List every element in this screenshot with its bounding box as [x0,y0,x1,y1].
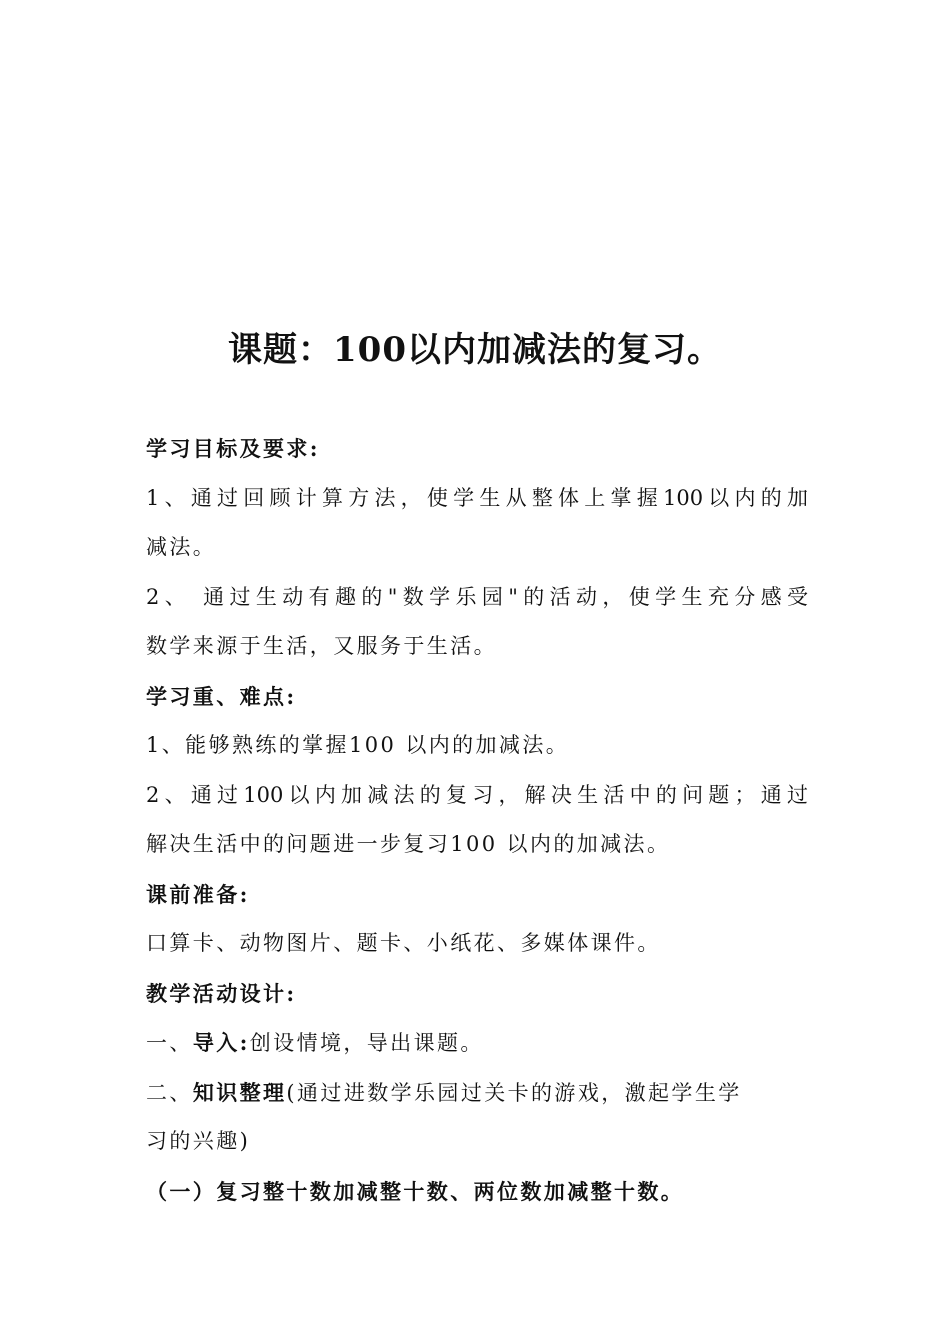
step-2-prefix: 二、 [146,1080,193,1105]
goal-1-line-2: 减法。 [146,535,217,559]
step-1 [146,1018,808,1068]
step-2-text-line-1: (通过进数学乐园过关卡的游戏，激起学生学 [286,1080,742,1105]
step-1-label: 导入: [192,1030,250,1055]
preparation-heading: 课前准备: [146,881,250,907]
step-2-line-2: 习的兴趣) [146,1129,251,1153]
step-2-line-1 [146,1068,808,1118]
document-body [146,424,808,1216]
goal-2-line-1: 2、 通过生动有趣的"数学乐园"的活动，使学生充分感受 [146,584,808,609]
step-1-text: 创设情境，导出课题。 [249,1031,484,1055]
key-point-2-line-2: 解决生活中的问题进一步复习100 以内的加减法。 [146,832,671,856]
goals-heading: 学习目标及要求: [146,436,320,461]
key-point-1: 1、能够熟练的掌握100 以内的加减法。 [146,733,570,757]
goal-2-line-2: 数学来源于生活，又服务于生活。 [146,634,497,658]
step-2-label: 知识整理 [192,1079,287,1105]
key-points-heading: 学习重、难点: [146,683,297,709]
activity-heading: 教学活动设计: [146,980,297,1006]
step-1-prefix: 一、 [146,1031,193,1055]
goal-1-line-1: 1、通过回顾计算方法，使学生从整体上掌握100以内的加 [146,485,808,510]
subsection-1-heading: （一）复习整十数加减整十数、两位数加减整十数。 [146,1178,685,1204]
key-point-2-line-1: 2、通过100以内加减法的复习，解决生活中的问题；通过 [146,782,808,807]
preparation-text: 口算卡、动物图片、题卡、小纸花、多媒体课件。 [146,931,661,955]
lesson-title: 课题：100以内加减法的复习。 [228,330,722,370]
